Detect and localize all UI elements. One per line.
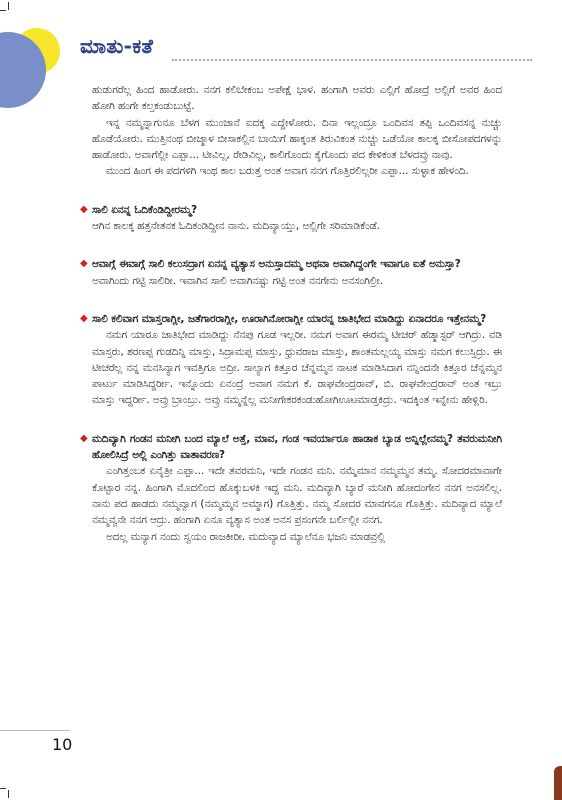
crop-mark xyxy=(0,10,6,11)
section-title: ಮಾತು-ಕತೆ xyxy=(80,34,154,58)
body-paragraph: ಅದಲ್ಲ ಮನ್ಯಾಗ ನಂದು ಸ್ವಯಂ ರಾಜಕೀರೀ. ಮದುವ್ಯಾದ ಮ್ಯಾಲೆನೂ ಭಜನಿ ಮಾಡವ್ರಲ್ಲಿ xyxy=(106,530,386,543)
crop-mark xyxy=(0,788,6,789)
question-text: ಸಾಲಿ ಕಲಿವಾಗ ಮಾಸ್ತರಾಗ್ಲೀ, ಜತೆಗಾರರಾಗ್ಲೀ, ಊರಾಗಿನೋರಾಗ್ಲೀ ಯಾರನ್ನ ಜಾತಿಭೇದ ಮಾಡಿದ್ದು ಏನಾದರೂ ಇತ್ತೇನಮ್ಮ? xyxy=(92,312,487,325)
body-paragraph: ಹುಡುಗರೆಲ್ಲ ಹಿಂದ ಹಾಡೋರು. ನನಗ ಕಲಿಬೇಕಂಬ ಅಪೇಕ್ಷೆ ಭಾಳ. ಹಂಗಾಗಿ ಅವರು ಎಲ್ಲಿಗೆ ಹೋದ್ರೆ ಅಲ್ಲಿಗೆ ಅವರ ಹಿಂದ ಹೋಗಿ ಹಂಗೇ ಕಲ್ತಕಂಡುಬುಟ್ಟೆ. xyxy=(92,84,502,113)
diamond-bullet-icon: ◆ xyxy=(80,258,88,270)
interview-answer: ಅವಾಗಿಂದು ಗಟ್ಟಿ ಸಾಲಿರೀ. ಇವಾಗಿನ ಸಾಲಿ ಅವಾಗಿನಷ್ಟು ಗಟ್ಟಿ ಅಂತ ನನಗೇನು ಅನಸಂಗಿಲ್ರೀ. xyxy=(92,274,384,287)
decorative-corner-swatch xyxy=(554,766,562,800)
interview-answer: ಎಂಗಿತ್ತಂಬಕ ಏನೈತ್ರೀ ಎಪ್ಪಾ... ಇದೇ ತವರಮನಿ, ಇದೇ ಗಂಡನ ಮನಿ. ನಮ್ಮೆಮಾನ ನಮ್ಮಮ್ಮನ ತಮ್ಮ. ಸೋದರಮಾವಾಗೇ ಕೊಟ್ಟಾರ ನನ್ನ. ಹಿಂಗಾಗಿ ಮೊದಲಿಂದ ಹೊಕ್ಕುಬಳಕಿ ಇದ್ದ ಮನಿ. ಮದಿವ್ಯಾಗಿ ಬ್ಯಾರೆ ಮನೀಗಿ ಹೋದಂಗೇನ ನನಗ ಅನಸಲಿಲ್ಲ. ನಾನು ಪದ ಹಾಡದು ನಮ್ಮವ್ವಾಗ (ನಮ್ಮಮ್ಮನ ಅಮ್ಮಾಗ) ಗೊತ್ತಿತ್ತು. ನಮ್ಮ ಸೋದರ ಮಾವಗನೂ ಗೊತ್ತಿತ್ತು. ಮದಿವ್ಯಾದ ಮ್ಯಾಲೆ ನಮ್ಮವ್ವನೇ ನನಗ ಆದ್ರು. ಹಂಗಾಗಿ ಏನೂ ವ್ಯತ್ಯಾಸ ಅಂತ ಅನಸ ಪ್ರಸಂಗನೇ ಬರ್ಲಿಲ್ಲೀ ನನಗ. xyxy=(92,465,502,527)
footer-rule xyxy=(0,730,70,731)
interview-question xyxy=(80,256,502,272)
question-text: ಮದಿವ್ಯಾಗಿ ಗಂಡನ ಮನೀಗಿ ಬಂದ ಮ್ಯಾಲೆ ಅತ್ತೆ, ಮಾವ, ಗಂಡ ಇವರ್ಯಾರೂ ಹಾಡಾಕ ಬ್ಯಾಡ ಅನ್ನಿಲ್ಲೇನಮ್ಮ? ತವರುಮನೀಗಿ ಹೋಲಿಸಿದ್ರೆ ಅಲ್ಲಿ ಎಂಗಿತ್ತು ವಾತಾವರಣ? xyxy=(92,432,502,462)
article-body xyxy=(80,82,502,545)
interview-question xyxy=(80,202,502,218)
question-text: ಆವಾಗ್ಗೆ ಈವಾಗ್ಗೆ ಸಾಲಿ ಕಲುಸದ್ರಾಗ ಏನನ್ನ ವ್ಯತ್ಯಾಸ ಅನುಸ್ತಾದಮ್ಮ ಅಥವಾ ಅವಾಗಿದ್ದಂಗೇ ಇವಾಗೂ ಐತೆ ಅನುಸ್ತಾ? xyxy=(92,258,461,271)
crop-mark xyxy=(8,790,9,798)
diamond-bullet-icon: ◆ xyxy=(80,432,88,444)
interview-question xyxy=(80,431,502,464)
interview-question xyxy=(80,311,502,327)
crop-mark xyxy=(8,2,9,10)
interview-answer: ನಮಗ ಯಾರೂ ಜಾತಿಭೇದ ಮಾಡಿದ್ದು ನೆನಪು ಗೂಡ ಇಲ್ಲರೀ. ನಮಗ ಅವಾಗ ಈರಮ್ಮ ಟೀಚರ್ ಹೆಡ್ಮಾಸ್ಟರ್ ಆಗಿದ್ರು. ವಡಿ ಮಾಸ್ತರು, ಶರಣಪ್ಪ ಗುಡದಿನ್ನಿ ಮಾಸ್ತು, ಸಿದ್ರಾಮಪ್ಪ ಮಾಸ್ತು, ಧ್ರುವರಾಜ ಮಾಸ್ತು, ಶಾಂತಮಲ್ಲಯ್ಯ ಮಾಸ್ತು ನಮಗ ಕಲುಸ್ತಿದ್ರು. ಈ ಟೀಚರೆಲ್ಲ ನನ್ನ ಮನಸಿನ್ಯಾಗ ಇವತ್ತಿಗೂ ಅದ್ರೀ. ಸಾಲ್ಯಾಗ ಕಿತ್ತೂರ ಚೆನ್ನಮ್ಮನ ನಾಟಕ ಮಾಡಿಸಿದಾಗ ನನ್ನಿಂದನೇ ಕಿತ್ತೂರ ಚೆನ್ನಮ್ಮನ ಪಾರ್ಟು ಮಾಡಿಸಿದ್ದರ್ರೀ. ಇನ್ನೊಂದು ಏನಂದ್ರೆ ಅವಾಗ ನಮಗ ಕೆ. ರಾಘವೇಂದ್ರರಾವ್, ಬಿ. ರಾಘವೇಂದ್ರರಾವ್ ಅಂತ ಇಬ್ರು ಮಾಸ್ತು ಇದ್ದರ್ರೀ. ಅವ್ರು ಬ್ರಾಂಬ್ರು. ಅವ್ರು ನಮ್ಮನ್ನೆಲ್ಲ ಮನೀಗೇಕರಕಂಡುಹೋಗಿಊಟಮಾಡ್ತಕಿದ್ರು. ಇದಕ್ಕಿಂತ ಇನ್ನೇನು ಹೇಳ್ಲಿರಿ. xyxy=(92,329,502,407)
interview-answer: ಆಗಿನ ಕಾಲಕ್ಕ ಹತ್ತನೇತನಕ ಓದಿಕಂಡಿದ್ದೀನ ನಾನು. ಮದಿವ್ಯಾಯ್ತು, ಅಲ್ಲಿಗೇ ಸರಿಮಾಡಿಕೆಂಡೆ. xyxy=(92,220,380,233)
body-paragraph: ಇನ್ನ ನಮ್ಮನ್ನಾಗುನೂ ಬೆಳಗ ಮುಂಜಾನೆ ಐದಕ್ಕ ಎದ್ದೇಳೋರು. ದಿನಾ ಇಲ್ಲಂದ್ರೂ ಒಂದಿವಸ ತಪ್ಪಿ ಒಂದಿವಸನ್ನ ನುಚ್ಚು ಹೊಡೆಯೋರು. ಮುತ್ತಿನಂಥ ಬೀಜ್ಮಾಳ ಬೀಸಾಕಲ್ಲಿನ ಬಾಯಿಗೆ ಹಾಕ್ಕಂತ ತಿರುವಿಕಂತ ನುಚ್ಚು ಒಡೆಯೋ ಕಾಲಕ್ಕ ಬೀಸೋಪದಗಳನ್ನು ಹಾಡೋರು. ಅವಾಗೆಲ್ಲೀ ಎಪ್ಪಾ... ಟೀವಿಲ್ಲ, ರೇಡಿವಿಲ್ಲ, ಕಾಲಿಗೊಂದು ಕೈಗೊಂದು ಪದ ಕೇಳಿಕಂತ ಬೆಳದವ್ರು ನಾವು. xyxy=(92,116,502,162)
page-number: 10 xyxy=(52,735,73,754)
body-paragraph: ಮುಂದ ಹಿಂಗ ಈ ಪದಗಳಿಗಿ ಇಂಥ ಕಾಲ ಬರುತ್ತ ಅಂತ ಅವಾಗ ನನಗ ಗೊತ್ತಿರಲಿಲ್ಲರೀ ಎಪ್ಪಾ... ಸುಳ್ಳಾಕ ಹೇಳಂದಿ. xyxy=(106,165,469,178)
header-dotted-rule xyxy=(172,59,532,61)
question-text: ಸಾಲಿ ಏನನ್ನ ಓದಿಕೆಂಡಿದ್ದೀರಮ್ಮ? xyxy=(92,203,198,216)
diamond-bullet-icon: ◆ xyxy=(80,203,88,215)
diamond-bullet-icon: ◆ xyxy=(80,312,88,324)
